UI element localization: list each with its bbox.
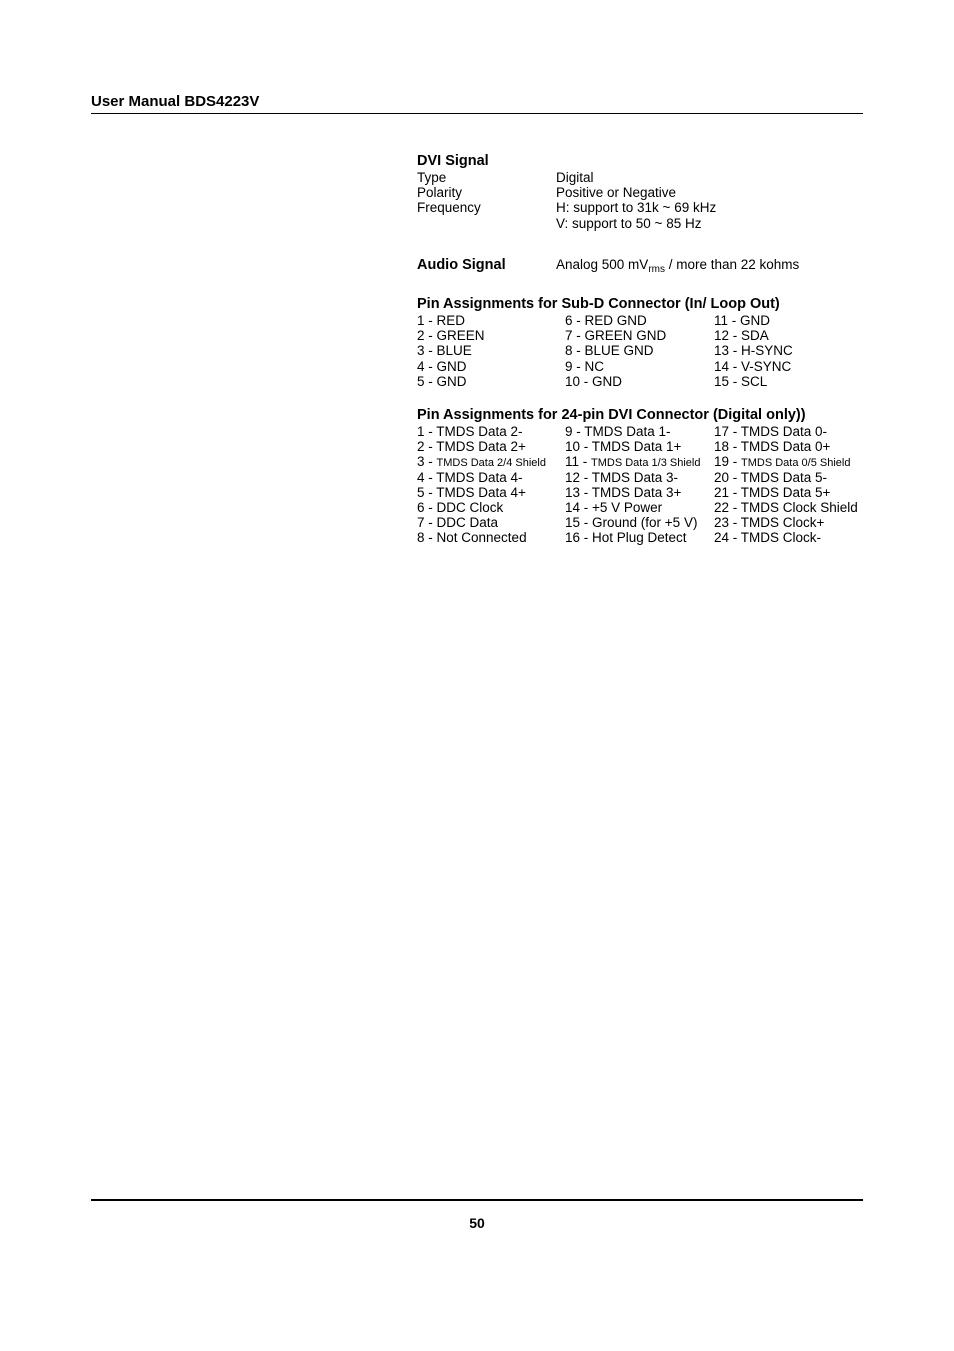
dvi-signal-section [417, 152, 867, 231]
dvi-pin-signal: TMDS Clock+ [740, 515, 825, 531]
header-divider [91, 113, 863, 114]
dvi-pin-number: 1 - [417, 423, 437, 439]
subd-pin-cell: 8 - BLUE GND [565, 343, 654, 359]
dvi-pin-number: 24 - [714, 530, 741, 546]
dvi-pin-cell [565, 470, 714, 485]
audio-value-subscript: rms [648, 263, 665, 275]
audio-value-prefix: Analog 500 mV [556, 256, 649, 272]
subd-pin-cell: 6 - RED GND [565, 313, 647, 329]
dvi-pin-signal: TMDS Data 2+ [436, 439, 526, 455]
dvi-pin-number: 16 - [565, 530, 593, 546]
dvi-pin-signal: TMDS Data 1+ [591, 439, 682, 455]
dvi-pin-signal: TMDS Clock- [740, 530, 822, 546]
spec-content [417, 152, 867, 545]
audio-signal-value [556, 256, 800, 275]
subd-pin-cell: 13 - H-SYNC [714, 343, 793, 359]
dvi-frequency-v-label [417, 216, 556, 231]
dvi-pin-number: 12 - [565, 469, 592, 485]
subd-pin-section [417, 295, 867, 389]
dvi-polarity-label: Polarity [417, 185, 463, 201]
dvi-pin-number: 17 - [714, 423, 741, 439]
dvi-pin-number: 15 - [565, 515, 593, 531]
dvi-pin-number: 4 - [417, 469, 437, 485]
dvi-pin-signal: Hot Plug Detect [592, 530, 687, 546]
dvi-pin-signal: TMDS Data 0+ [740, 439, 831, 455]
dvi-polarity-value: Positive or Negative [556, 185, 677, 201]
dvi-pin-number: 23 - [714, 515, 741, 531]
dvi-pin-number: 3 - [417, 454, 437, 470]
subd-pin-cell: 2 - GREEN [417, 328, 485, 344]
dvi-frequency-label: Frequency [417, 200, 481, 216]
dvi-pin-signal: +5 V Power [592, 499, 663, 515]
dvi-pin-number: 10 - [565, 439, 592, 455]
footer-divider [91, 1199, 863, 1201]
dvi-pin-cell [714, 515, 864, 530]
dvi-type-label: Type [417, 170, 447, 185]
dvi-pin-cell [714, 424, 864, 439]
dvi-pin-signal: TMDS Data 3- [591, 469, 679, 485]
dvi-frequency-v-value: V: support to 50 ~ 85 Hz [556, 215, 702, 231]
dvi-pin-cell [714, 485, 864, 500]
dvi-pin-number: 19 - [714, 454, 742, 470]
document-header-title: User Manual BDS4223V [91, 93, 260, 110]
dvi-pin-number: 14 - [565, 499, 593, 515]
subd-pin-cell: 14 - V-SYNC [714, 358, 792, 374]
dvi-pin-signal: TMDS Data 4- [436, 469, 523, 485]
audio-signal-row [417, 257, 867, 273]
dvi-pin-cell [565, 424, 714, 439]
dvi-pin-number: 21 - [714, 484, 741, 500]
subd-pin-cell: 12 - SDA [714, 328, 769, 344]
dvi-pin-cell [714, 530, 864, 545]
dvi-pin-number: 20 - [714, 469, 741, 485]
dvi-pin-signal: TMDS Clock Shield [740, 499, 858, 515]
dvi-signal-title: DVI Signal [417, 153, 489, 169]
dvi-pin-number: 6 - [417, 499, 437, 515]
page-number: 50 [469, 1215, 485, 1231]
subd-pin-cell: 7 - GREEN GND [565, 328, 667, 344]
dvi-pin-cell [417, 530, 565, 545]
dvi-pin-number: 5 - [417, 484, 437, 500]
dvi-pin-cell [565, 439, 714, 454]
dvi-pin-cell [417, 515, 565, 530]
subd-pin-cell: 9 - NC [565, 358, 605, 374]
dvi-pin-signal: TMDS Data 4+ [436, 484, 526, 500]
dvi-type-row [417, 170, 867, 185]
dvi-pin-signal: TMDS Data 5- [740, 469, 828, 485]
dvi-pin-number: 2 - [417, 439, 437, 455]
dvi-pin-grid [417, 424, 867, 546]
dvi-pin-section [417, 406, 867, 546]
subd-pin-cell: 5 - GND [417, 373, 467, 389]
dvi-pin-signal: TMDS Data 1- [584, 423, 671, 439]
dvi-pin-signal: TMDS Data 3+ [591, 484, 682, 500]
dvi-pin-title: Pin Assignments for 24-pin DVI Connector (Digital only)) [417, 406, 806, 423]
dvi-pin-number: 8 - [417, 530, 437, 546]
dvi-pin-signal: TMDS Data 5+ [740, 484, 831, 500]
audio-value-suffix: / more than 22 kohms [664, 256, 800, 272]
dvi-pin-signal: TMDS Data 2/4 Shield [436, 457, 546, 470]
subd-pin-cell: 11 - GND [714, 313, 771, 329]
dvi-pin-signal: TMDS Data 0- [740, 423, 828, 439]
subd-pin-grid [417, 313, 867, 389]
dvi-pin-cell [714, 500, 864, 515]
dvi-pin-cell [417, 424, 565, 439]
subd-pin-cell: 3 - BLUE [417, 343, 472, 359]
subd-pin-title: Pin Assignments for Sub-D Connector (In/ Loop Out) [417, 296, 780, 313]
dvi-pin-cell [417, 439, 565, 454]
subd-pin-cell: 1 - RED [417, 313, 466, 329]
dvi-pin-cell [417, 454, 565, 469]
subd-pin-cell: 15 - SCL [714, 373, 768, 389]
dvi-pin-number: 18 - [714, 439, 741, 455]
dvi-pin-cell [417, 485, 565, 500]
dvi-pin-signal: TMDS Data 2- [436, 423, 523, 439]
dvi-frequency-row [417, 200, 867, 215]
dvi-pin-signal: DDC Clock [436, 499, 504, 515]
dvi-pin-cell [565, 454, 714, 469]
dvi-pin-cell [565, 485, 714, 500]
subd-pin-cell: 4 - GND [417, 358, 467, 374]
dvi-pin-signal: TMDS Data 1/3 Shield [591, 457, 701, 470]
dvi-pin-number: 13 - [565, 484, 592, 500]
dvi-pin-cell [714, 454, 864, 469]
dvi-pin-cell [714, 439, 864, 454]
dvi-pin-number: 11 - [565, 454, 592, 470]
dvi-pin-signal: Not Connected [436, 530, 527, 546]
dvi-pin-signal: Ground (for +5 V) [592, 515, 698, 531]
dvi-pin-cell [565, 530, 714, 545]
dvi-pin-cell [417, 470, 565, 485]
subd-pin-cell: 10 - GND [565, 373, 623, 389]
dvi-polarity-row [417, 185, 867, 200]
dvi-pin-number: 9 - [565, 423, 585, 439]
dvi-pin-number: 22 - [714, 499, 741, 515]
dvi-pin-cell [565, 500, 714, 515]
audio-signal-label: Audio Signal [417, 256, 506, 273]
dvi-pin-cell [714, 470, 864, 485]
dvi-pin-signal: DDC Data [436, 515, 499, 531]
dvi-pin-number: 7 - [417, 515, 437, 531]
dvi-frequency-v-row [417, 216, 867, 231]
dvi-frequency-h-value: H: support to 31k ~ 69 kHz [556, 200, 717, 216]
dvi-pin-cell [565, 515, 714, 530]
dvi-pin-cell [417, 500, 565, 515]
dvi-type-value: Digital [556, 170, 594, 185]
dvi-pin-signal: TMDS Data 0/5 Shield [741, 457, 851, 470]
